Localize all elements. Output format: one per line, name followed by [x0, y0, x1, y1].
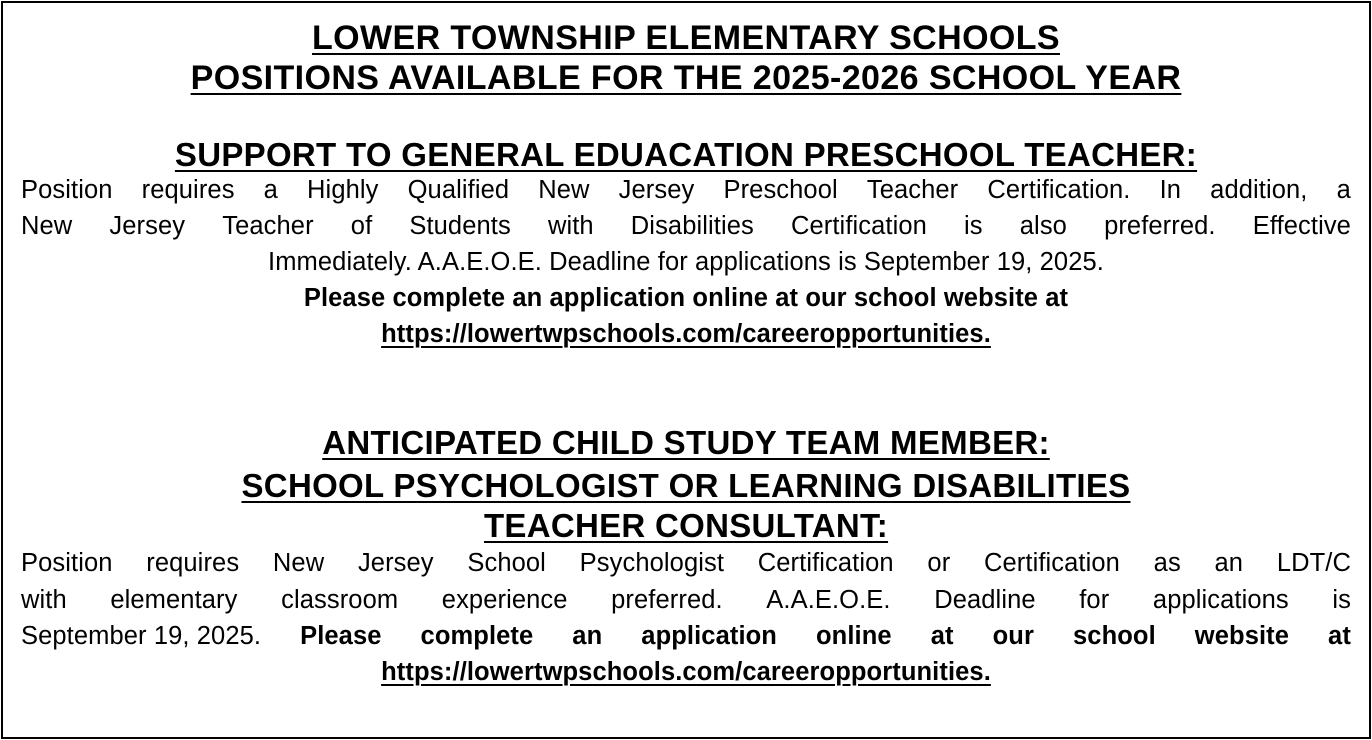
ad-title-line-1: LOWER TOWNSHIP ELEMENTARY SCHOOLS [311, 19, 1061, 57]
position-2-body-line-1: Position requires New Jersey School Psychologist Certification or Certification as an LDT/C [21, 549, 1351, 577]
position-2-heading-line-3: TEACHER CONSULTANT: [483, 507, 889, 544]
position-2-body-line-2: with elementary classroom experience preferred. A.A.E.O.E. Deadline for applications is [21, 586, 1351, 614]
position-1-apply-text: Please complete an application online at our school website at [303, 284, 1069, 312]
ad-title-line-2: POSITIONS AVAILABLE FOR THE 2025-2026 SCHOOL YEAR [190, 59, 1182, 97]
job-listing-ad [1, 1, 1371, 739]
position-1-body-line-3: Immediately. A.A.E.O.E. Deadline for applications is September 19, 2025. [268, 248, 1104, 276]
position-1-application-link[interactable]: https://lowertwpschools.com/careeropportunities. [381, 320, 991, 348]
position-2-heading-line-1: ANTICIPATED CHILD STUDY TEAM MEMBER: [322, 424, 1050, 461]
position-2-heading-line-2: SCHOOL PSYCHOLOGIST OR LEARNING DISABILITIES [241, 467, 1131, 504]
position-1-body-line-2: New Jersey Teacher of Students with Disabilities Certification is also preferred. Effective [21, 212, 1351, 240]
position-2-body-line-3: September 19, 2025. Please complete an application online at our school website at [21, 622, 1351, 650]
position-2-application-link[interactable]: https://lowertwpschools.com/careeropportunities. [381, 658, 991, 686]
position-1-body-line-1: Position requires a Highly Qualified New Jersey Preschool Teacher Certification. In addition, a [21, 176, 1351, 204]
position-1-heading: SUPPORT TO GENERAL EDUACATION PRESCHOOL TEACHER: [174, 136, 1198, 173]
